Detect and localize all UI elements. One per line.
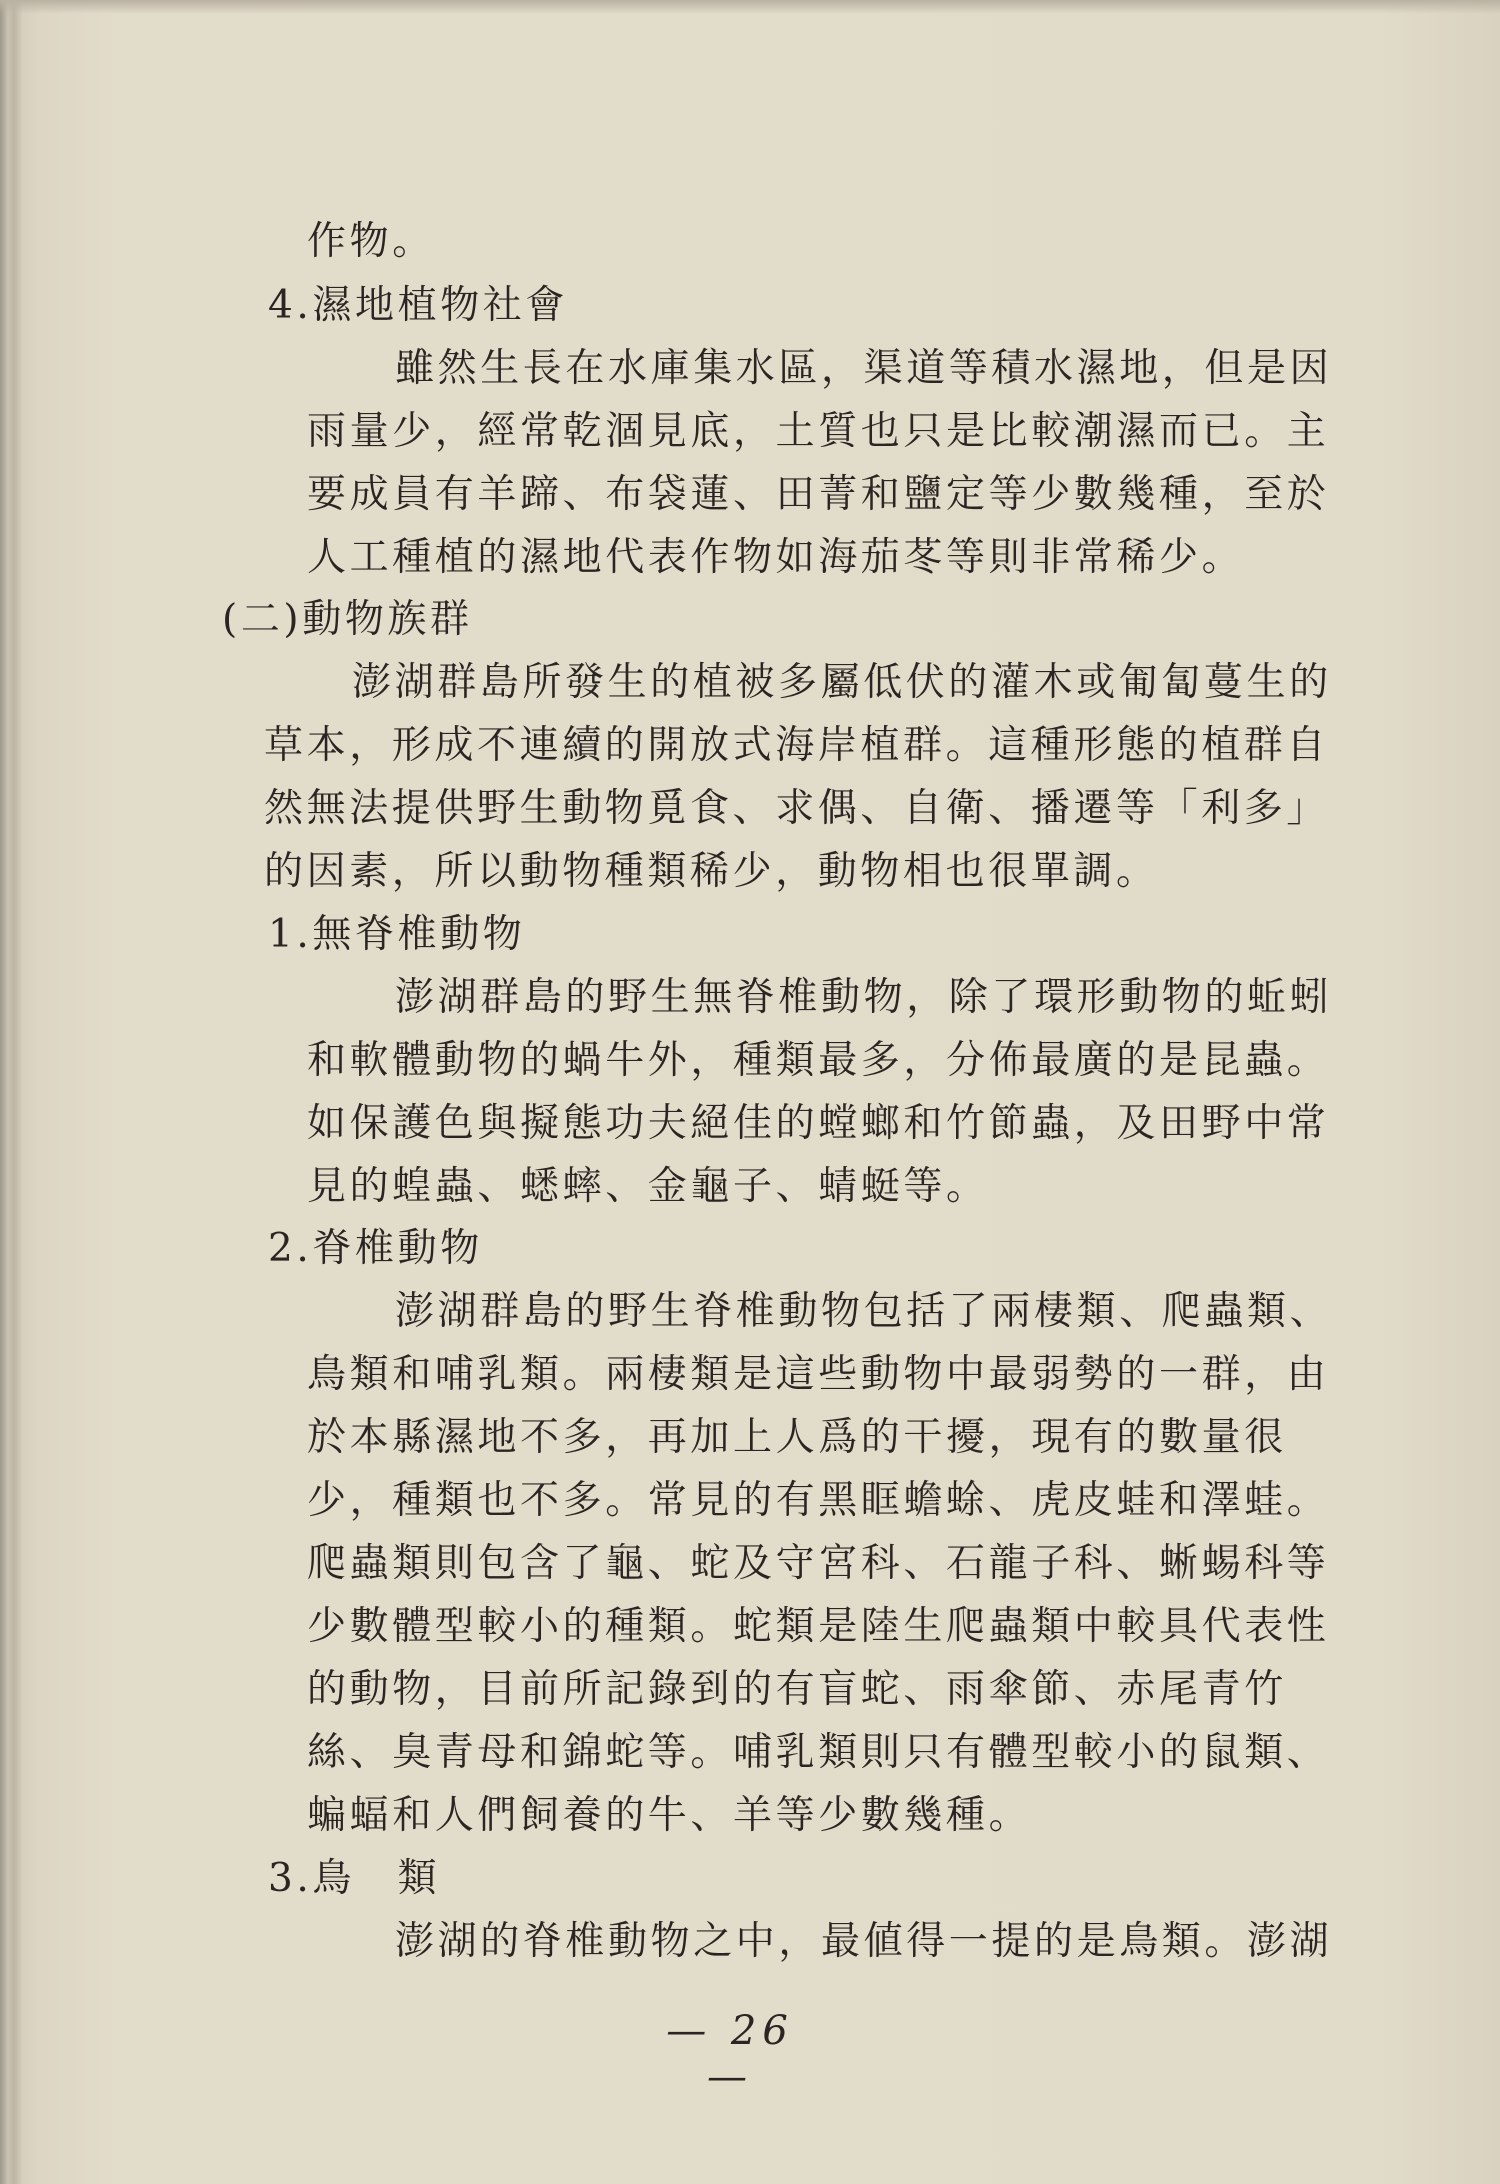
text-line: 人工種植的濕地代表作物如海茄苳等則非常稀少。 — [307, 535, 1245, 580]
text-line: 草本，形成不連續的開放式海岸植群。這種形態的植群自 — [264, 723, 1330, 768]
section-heading: (二)動物族群 — [222, 597, 473, 642]
page-binding-edge — [0, 0, 22, 2184]
text-line: 澎湖群島的野生無脊椎動物，除了環形動物的蚯蚓 — [395, 975, 1333, 1020]
text-line: 絲、臭青母和錦蛇等。哺乳類則只有體型較小的鼠類、 — [307, 1730, 1330, 1775]
text-line: 然無法提供野生動物覓食、求偶、自衛、播遷等「利多」 — [264, 786, 1330, 831]
text-line: 澎湖群島所發生的植被多屬低伏的灌木或匍匐蔓生的 — [352, 660, 1332, 705]
section-heading: 1.無脊椎動物 — [268, 912, 526, 957]
page-top-edge — [0, 0, 1500, 14]
text-line: 的動物，目前所記錄到的有盲蛇、雨傘節、赤尾青竹 — [307, 1667, 1287, 1712]
page-number: — 26 — — [666, 2008, 794, 2100]
text-line: 雨量少，經常乾涸見底，土質也只是比較潮濕而已。主 — [307, 409, 1330, 454]
section-heading: 3.鳥 類 — [268, 1856, 441, 1901]
text-line: 的因素，所以動物種類稀少，動物相也很單調。 — [264, 849, 1159, 894]
text-line: 爬蟲類則包含了龜、蛇及守宮科、石龍子科、蜥蜴科等 — [307, 1541, 1330, 1586]
text-line: 和軟體動物的蝸牛外，種類最多，分佈最廣的是昆蟲。 — [307, 1038, 1330, 1083]
section-heading: 4.濕地植物社會 — [268, 283, 569, 328]
section-heading: 2.脊椎動物 — [268, 1226, 483, 1271]
text-line: 見的蝗蟲、蟋蟀、金龜子、蜻蜓等。 — [307, 1164, 989, 1209]
text-line: 要成員有羊蹄、布袋蓮、田菁和鹽定等少數幾種，至於 — [307, 472, 1330, 517]
text-line: 雖然生長在水庫集水區，渠道等積水濕地，但是因 — [395, 346, 1333, 391]
text-line: 蝙蝠和人們飼養的牛、羊等少數幾種。 — [307, 1793, 1032, 1838]
text-line: 澎湖群島的野生脊椎動物包括了兩棲類、爬蟲類、 — [395, 1289, 1333, 1334]
text-line: 於本縣濕地不多，再加上人爲的干擾，現有的數量很 — [307, 1415, 1287, 1460]
text-line: 如保護色與擬態功夫絕佳的螳螂和竹節蟲，及田野中常 — [307, 1101, 1330, 1146]
text-line: 少數體型較小的種類。蛇類是陸生爬蟲類中較具代表性 — [307, 1604, 1330, 1649]
text-line: 澎湖的脊椎動物之中，最値得一提的是鳥類。澎湖 — [395, 1919, 1333, 1964]
text-line: 作物。 — [307, 219, 435, 264]
text-line: 少，種類也不多。常見的有黑眶蟾蜍、虎皮蛙和澤蛙。 — [307, 1478, 1330, 1523]
text-line: 鳥類和哺乳類。兩棲類是這些動物中最弱勢的一群，由 — [307, 1352, 1330, 1397]
